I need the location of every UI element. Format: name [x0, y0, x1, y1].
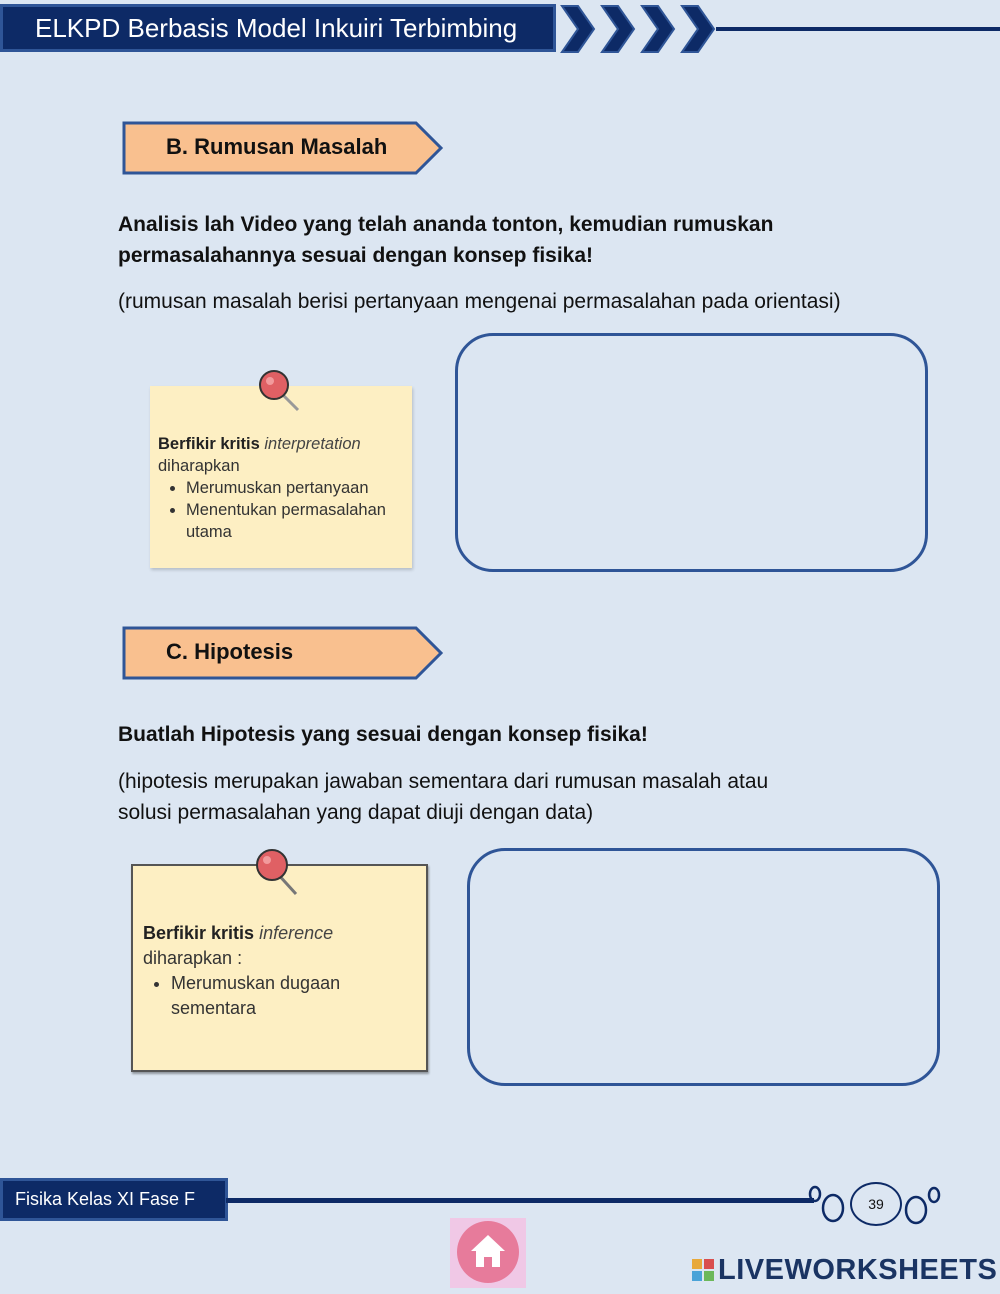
- sticky-subtitle: diharapkan :: [143, 948, 243, 968]
- sticky-list: [143, 971, 416, 1021]
- section-c-title: C. Hipotesis: [166, 639, 294, 664]
- pushpin-icon: [248, 846, 304, 902]
- home-circle: [457, 1221, 519, 1283]
- sticky-list-item: • Merumuskan dugaan sementara: [171, 971, 371, 1021]
- instruction-line: permasalahannya sesuai dengan konsep fisika!: [118, 244, 594, 267]
- brand-name[interactable]: LIVEWORKSHEETS: [718, 1254, 998, 1286]
- section-c-instruction: Buatlah Hipotesis yang sesuai dengan konsep fisika!: [118, 723, 648, 746]
- sticky-list-item: • Menentukan permasalahan utama: [186, 499, 404, 543]
- header-title: ELKPD Berbasis Model Inkuiri Terbimbing: [0, 4, 556, 52]
- sticky-list-item: • Merumuskan pertanyaan: [186, 477, 404, 499]
- section-b-tag: [122, 121, 444, 175]
- pushpin-icon: [252, 368, 302, 418]
- footer-divider: [226, 1198, 814, 1203]
- note-line: (hipotesis merupakan jawaban sementara dari rumusan masalah atau: [118, 770, 769, 793]
- section-c-tag: [122, 626, 444, 680]
- answer-box-hipotesis[interactable]: [467, 848, 940, 1086]
- sticky-title: Berfikir kritis inference: [143, 923, 334, 943]
- answer-box-rumusan-masalah[interactable]: [455, 333, 928, 572]
- sticky-list: [158, 477, 404, 543]
- page-number: 39: [850, 1182, 902, 1226]
- section-b-note: (rumusan masalah berisi pertanyaan mengenai permasalahan pada orientasi): [118, 290, 841, 313]
- home-icon: [457, 1221, 519, 1283]
- section-c-note: [118, 766, 938, 828]
- chevron-right-icon: [558, 2, 718, 56]
- header-divider: [716, 27, 1000, 31]
- footer-label: Fisika Kelas XI Fase F: [0, 1178, 228, 1221]
- instruction-line: Analisis lah Video yang telah ananda tonton, kemudian rumuskan: [118, 213, 774, 236]
- section-b-instruction: [118, 209, 918, 271]
- section-b-title: B. Rumusan Masalah: [166, 134, 388, 159]
- home-button[interactable]: [450, 1218, 526, 1288]
- note-line: solusi permasalahan yang dapat diuji dengan data): [118, 801, 594, 824]
- liveworksheets-logo-icon: [692, 1259, 714, 1281]
- sticky-subtitle: diharapkan: [158, 457, 240, 475]
- sticky-title: Berfikir kritis interpretation: [158, 435, 361, 453]
